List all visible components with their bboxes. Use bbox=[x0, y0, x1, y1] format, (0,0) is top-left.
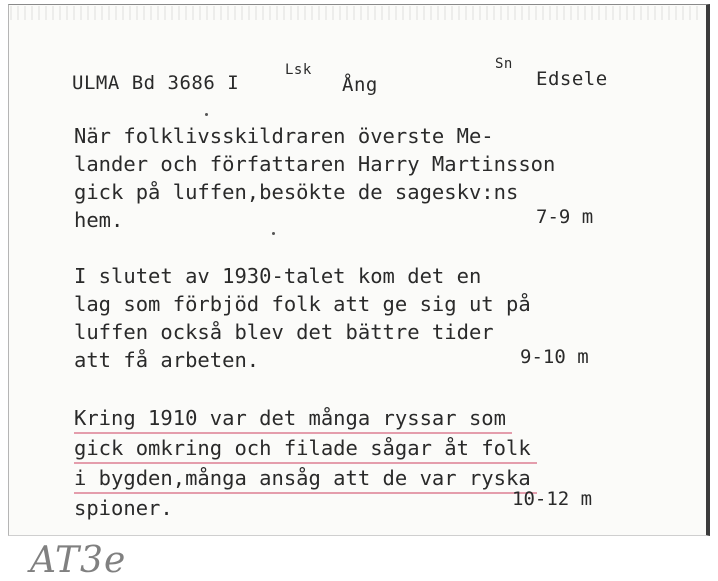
page-reference-2: 9-10 m bbox=[520, 346, 589, 368]
scan-noise bbox=[10, 6, 700, 20]
parish-label: Sn bbox=[495, 56, 513, 72]
handwritten-note: AT3e bbox=[30, 540, 127, 581]
paragraph-line: att få arbeten. bbox=[74, 348, 260, 372]
paragraph-line: gick omkring och filade sågar åt folk bbox=[74, 434, 537, 464]
province-label: Lsk bbox=[285, 62, 312, 78]
paragraph-line: spioner. bbox=[74, 496, 173, 520]
archive-reference: ULMA Bd 3686 I bbox=[72, 72, 240, 94]
paragraph-line: lander och författaren Harry Martinsson bbox=[74, 152, 556, 176]
ink-speck bbox=[205, 113, 208, 116]
paragraph-1 bbox=[74, 122, 555, 234]
province-value: Ång bbox=[342, 74, 378, 96]
paragraph-line: gick på luffen,besökte de sageskv:ns bbox=[74, 180, 519, 204]
paragraph-line: i bygden,många ansåg att de var ryska bbox=[74, 464, 537, 494]
page-reference-1: 7-9 m bbox=[536, 206, 594, 228]
ink-speck bbox=[272, 232, 275, 235]
paragraph-line: luffen också blev det bättre tider bbox=[74, 320, 494, 344]
paragraph-line: I slutet av 1930-talet kom det en bbox=[74, 264, 482, 288]
paragraph-line: När folklivsskildraren överste Me- bbox=[74, 124, 494, 148]
paragraph-line: Kring 1910 var det många ryssar som bbox=[74, 404, 512, 434]
parish-value: Edsele bbox=[536, 68, 608, 90]
paragraph-2 bbox=[74, 262, 531, 374]
paragraph-line: hem. bbox=[74, 208, 124, 232]
paragraph-line: lag som förbjöd folk att ge sig ut på bbox=[74, 292, 531, 316]
page-reference-3: 10-12 m bbox=[512, 488, 593, 510]
paragraph-3-underlined bbox=[74, 404, 537, 522]
